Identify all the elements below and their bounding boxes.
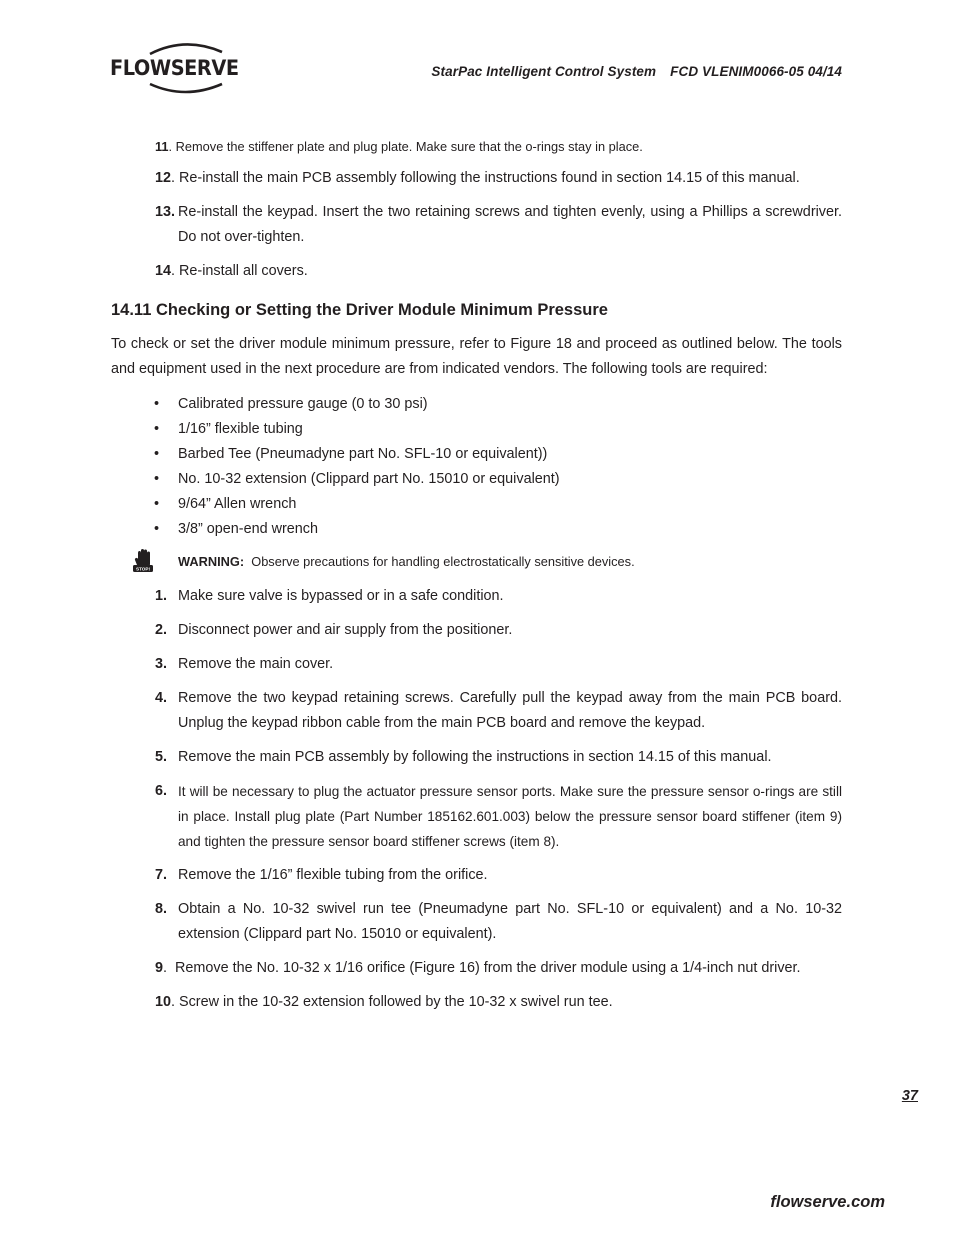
document-reference: FCD VLENIM0066-05 04/14 (670, 64, 842, 79)
step-text: Remove the 1/16” flexible tubing from the orifice. (178, 867, 488, 883)
tools-list (111, 392, 842, 542)
list-item: • 9/64” Allen wrench (111, 492, 842, 517)
procedure-step-7 (111, 863, 842, 888)
step-number: 14 (155, 263, 172, 279)
step-number: 3. (155, 656, 168, 672)
stop-hand-icon (132, 548, 154, 574)
procedure-step-9: 9. Remove the No. 10-32 x 1/16 orifice (Figure 16) from the driver module using a 1/4-inch nut driver. (155, 960, 801, 976)
product-name: StarPac Intelligent Control System (431, 64, 657, 79)
step-number: 4. (155, 690, 168, 706)
list-item: • No. 10-32 extension (Clippard part No. 15010 or equivalent) (111, 467, 842, 492)
procedure-step-2 (111, 618, 842, 643)
step-13 (111, 200, 842, 250)
section-heading: 14.11 Checking or Setting the Driver Module Minimum Pressure (111, 301, 608, 319)
step-text: Remove the main PCB assembly by following the instructions in section 14.15 of this manual. (178, 749, 772, 765)
step-14: 14. Re-install all covers. (155, 263, 308, 279)
step-number: 9 (155, 960, 164, 976)
procedure-step-3 (111, 652, 842, 677)
bullet-icon: • (154, 396, 160, 412)
step-12: 12. Re-install the main PCB assembly following the instructions found in section 14.15 of this manual. (155, 170, 800, 186)
step-text: Re-install the keypad. Insert the two retaining screws and tighten evenly, using a Phillips a screwdriver. Do not over-tighten. (178, 204, 842, 245)
step-number: 5. (155, 749, 168, 765)
page-content (111, 136, 842, 1024)
logo-text: FLOWSERVE (110, 56, 239, 80)
step-number: 6. (155, 783, 168, 799)
step-text: Make sure valve is bypassed or in a safe condition. (178, 588, 504, 604)
step-text: Remove the stiffener plate and plug plate. Make sure that the o-rings stay in place. (175, 139, 643, 154)
step-number: 13. (155, 204, 176, 220)
bullet-icon: • (154, 471, 160, 487)
step-number: 8. (155, 901, 168, 917)
bullet-icon: • (154, 421, 160, 437)
step-text: Screw in the 10-32 extension followed by the 10-32 x swivel run tee. (179, 994, 613, 1010)
procedure-step-5 (111, 745, 842, 770)
page-number: 37 (901, 1088, 918, 1104)
page-header (0, 0, 954, 110)
step-text: Re-install all covers. (179, 263, 308, 279)
footer-website-link[interactable]: flowserve.com (770, 1193, 885, 1211)
step-text: It will be necessary to plug the actuator pressure sensor ports. Make sure the pressure sensor o-rings are still in place. Install plug plate (Part Number 185162.601.003) below the pressure sensor board stiffener (item 9) and tighten the pressure sensor board stiffener screws (item 8). (178, 784, 842, 849)
step-number: 11 (155, 139, 169, 154)
procedure-step-10: 10. Screw in the 10-32 extension followed by the 10-32 x swivel run tee. (155, 994, 613, 1010)
step-number: 7. (155, 867, 168, 883)
step-text: Remove the No. 10-32 x 1/16 orifice (Figure 16) from the driver module using a 1/4-inch nut driver. (175, 960, 801, 976)
step-text: Remove the two keypad retaining screws. Carefully pull the keypad away from the main PCB board. Unplug the keypad ribbon cable from the main PCB board and remove the keypad. (178, 690, 842, 731)
flowserve-logo (110, 42, 250, 94)
step-number: 2. (155, 622, 168, 638)
procedure-step-6 (111, 779, 842, 854)
step-text: Re-install the main PCB assembly following the instructions found in section 14.15 of this manual. (179, 170, 800, 186)
list-item: • 3/8” open-end wrench (111, 517, 842, 542)
step-number: 12 (155, 170, 172, 186)
stop-label: STOP! (136, 566, 150, 572)
step-11: 11. Remove the stiffener plate and plug plate. Make sure that the o-rings stay in place. (155, 139, 643, 154)
list-item: • Barbed Tee (Pneumadyne part No. SFL-10 or equivalent)) (111, 442, 842, 467)
step-text: Remove the main cover. (178, 656, 334, 672)
step-number: 10 (155, 994, 172, 1010)
bullet-icon: • (154, 521, 160, 537)
warning-label: WARNING: (178, 554, 245, 569)
warning-note (111, 550, 842, 574)
document-header (431, 64, 842, 79)
step-text: Disconnect power and air supply from the positioner. (178, 622, 513, 638)
list-item: • 1/16” flexible tubing (111, 417, 842, 442)
bullet-icon: • (154, 496, 160, 512)
procedure-step-4 (111, 686, 842, 736)
step-number: 1. (155, 588, 168, 604)
bullet-icon: • (154, 446, 160, 462)
procedure-step-1 (111, 584, 842, 609)
warning-text: Observe precautions for handling electrostatically sensitive devices. (251, 554, 635, 569)
list-item: • Calibrated pressure gauge (0 to 30 psi) (111, 392, 842, 417)
step-text: Obtain a No. 10-32 swivel run tee (Pneumadyne part No. SFL-10 or equivalent) and a No. 10-32 extension (Clippard part No. 15010 or equivalent). (178, 901, 842, 942)
procedure-step-8 (111, 897, 842, 947)
section-intro: To check or set the driver module minimum pressure, refer to Figure 18 and proceed as outlined below. The tools and equipment used in the next procedure are from indicated vendors. The following tools are required: (111, 336, 842, 377)
